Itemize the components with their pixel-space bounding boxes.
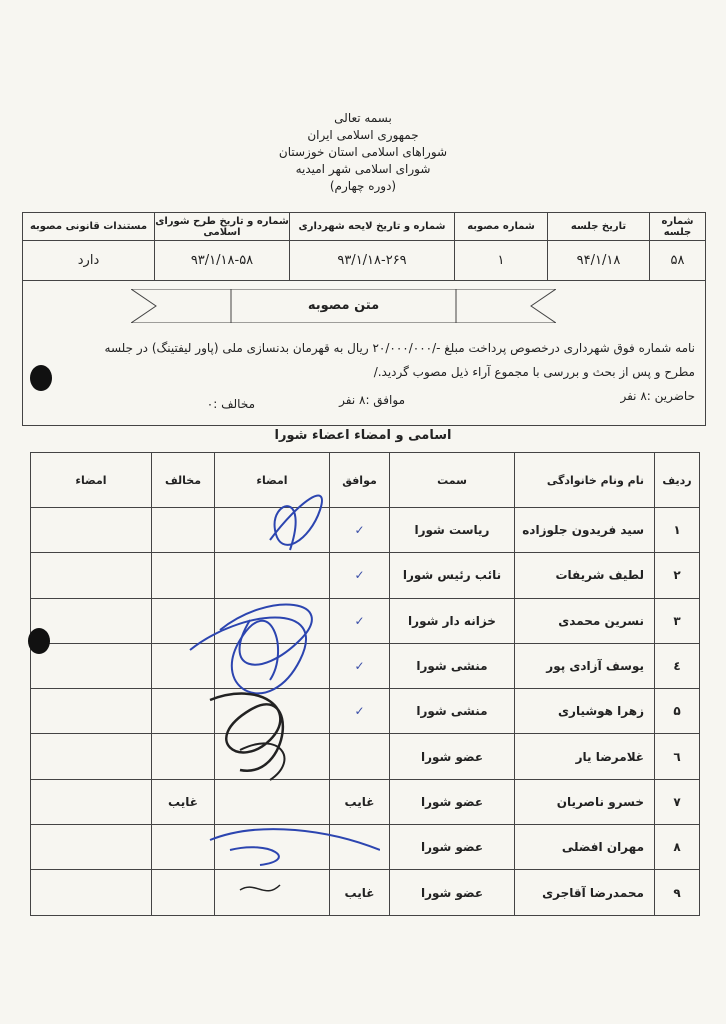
resolution-number: ۱ — [455, 241, 548, 281]
disagree-mark — [152, 870, 215, 915]
agree-signature — [215, 779, 330, 824]
member-role: نائب رئیس شورا — [390, 553, 515, 598]
row-number: ۸ — [655, 825, 700, 870]
header-cell: امضاء — [31, 453, 152, 508]
member-role: عضو شورا — [390, 870, 515, 915]
header-cell: شماره جلسه — [650, 213, 706, 241]
disagree-signature — [31, 870, 152, 915]
member-row — [31, 689, 700, 734]
disagree-mark: غایب — [152, 779, 215, 824]
header-line: شوراهای اسلامی استان خوزستان — [278, 145, 448, 159]
member-name: خسرو ناصریان — [515, 779, 655, 824]
resolution-banner — [131, 289, 556, 323]
header-cell: مخالف — [152, 453, 215, 508]
header-cell: امضاء — [215, 453, 330, 508]
member-role: منشی شورا — [390, 689, 515, 734]
agree-signature — [215, 734, 330, 779]
header-cell: ردیف — [655, 453, 700, 508]
agree-signature — [215, 553, 330, 598]
member-role: عضو شورا — [390, 779, 515, 824]
member-name: محمدرضا آقاجری — [515, 870, 655, 915]
session-number: ۵۸ — [650, 241, 706, 281]
member-row — [31, 598, 700, 643]
row-number: ۳ — [655, 598, 700, 643]
row-number: ٤ — [655, 643, 700, 688]
members-title: اسامی و امضاء اعضاء شورا — [274, 428, 452, 443]
header-cell: سمت — [390, 453, 515, 508]
punch-hole — [28, 628, 50, 654]
agree-count: موافق :۸ نفر — [339, 393, 405, 407]
agree-mark: غایب — [330, 870, 390, 915]
header-cell: نام ونام خانوادگی — [515, 453, 655, 508]
resolution-text: مطرح و پس از بحث و بررسی با مجموع آراء ذیل مصوب گردید./ — [373, 365, 695, 379]
disagree-signature — [31, 508, 152, 553]
disagree-mark — [152, 825, 215, 870]
member-name: سید فریدون جلوزاده — [515, 508, 655, 553]
row-number: ۵ — [655, 689, 700, 734]
member-name: لطیف شریفات — [515, 553, 655, 598]
members-table — [30, 452, 700, 916]
disagree-mark — [152, 598, 215, 643]
row-number: ۱ — [655, 508, 700, 553]
row-number: ۲ — [655, 553, 700, 598]
row-number: ۹ — [655, 870, 700, 915]
header-line: جمهوری اسلامی ایران — [307, 128, 419, 142]
member-name: غلامرضا یار — [515, 734, 655, 779]
member-row — [31, 553, 700, 598]
member-row — [31, 825, 700, 870]
row-number: ٦ — [655, 734, 700, 779]
agree-signature — [215, 825, 330, 870]
header-cell: مستندات قانونی مصوبه — [23, 213, 155, 241]
member-row — [31, 734, 700, 779]
agree-mark: غایب — [330, 779, 390, 824]
agree-signature — [215, 689, 330, 734]
row-number: ۷ — [655, 779, 700, 824]
member-role: عضو شورا — [390, 825, 515, 870]
bill-number: ۹۳/۱/۱۸-۲۶۹ — [290, 241, 455, 281]
agree-mark: ✓ — [330, 689, 390, 734]
disagree-signature — [31, 734, 152, 779]
disagree-signature — [31, 779, 152, 824]
agree-mark — [330, 825, 390, 870]
header-line: بسمه تعالی — [334, 111, 392, 125]
present-count: حاضرین :۸ نفر — [620, 389, 695, 403]
member-role: منشی شورا — [390, 643, 515, 688]
header-cell: شماره و تاریخ طرح شورای اسلامی — [155, 213, 290, 241]
header-cell: تاریخ جلسه — [548, 213, 650, 241]
header-cell: شماره و تاریخ لایحه شهرداری — [290, 213, 455, 241]
disagree-mark — [152, 553, 215, 598]
member-row — [31, 508, 700, 553]
plan-number: ۹۳/۱/۱۸-۵۸ — [155, 241, 290, 281]
header-line: شورای اسلامی شهر امیدیه — [295, 162, 431, 176]
disagree-signature — [31, 643, 152, 688]
agree-mark: ✓ — [330, 553, 390, 598]
agree-mark: ✓ — [330, 643, 390, 688]
agree-mark: ✓ — [330, 598, 390, 643]
punch-hole — [30, 365, 52, 391]
member-name: مهران افضلی — [515, 825, 655, 870]
resolution-title: متن مصوبه — [307, 298, 380, 313]
agree-mark — [330, 734, 390, 779]
member-role: خزانه دار شورا — [390, 598, 515, 643]
resolution-box — [22, 280, 706, 426]
member-name: نسرین محمدی — [515, 598, 655, 643]
header-line: (دوره چهارم) — [329, 179, 397, 193]
disagree-mark — [152, 689, 215, 734]
member-name: یوسف آزادی پور — [515, 643, 655, 688]
session-date: ۹۴/۱/۱۸ — [548, 241, 650, 281]
member-row — [31, 870, 700, 915]
member-row — [31, 779, 700, 824]
member-name: زهرا هوشیاری — [515, 689, 655, 734]
disagree-mark — [152, 734, 215, 779]
disagree-signature — [31, 553, 152, 598]
session-info-table — [22, 212, 706, 281]
legal-docs: دارد — [23, 241, 155, 281]
member-row — [31, 643, 700, 688]
header-cell: موافق — [330, 453, 390, 508]
disagree-mark — [152, 508, 215, 553]
agree-signature — [215, 870, 330, 915]
disagree-signature — [31, 825, 152, 870]
header-cell: شماره مصوبه — [455, 213, 548, 241]
letterhead — [0, 110, 726, 195]
disagree-mark — [152, 643, 215, 688]
agree-signature — [215, 598, 330, 643]
member-role: ریاست شورا — [390, 508, 515, 553]
disagree-signature — [31, 689, 152, 734]
agree-signature — [215, 508, 330, 553]
member-role: عضو شورا — [390, 734, 515, 779]
resolution-text: نامه شماره فوق شهرداری درخصوص پرداخت مبلغ -/۲۰/۰۰۰/۰۰۰ ریال به قهرمان بدنسازی ملی (پاور لیفتینگ) در جلسه — [104, 341, 695, 355]
agree-mark: ✓ — [330, 508, 390, 553]
agree-signature — [215, 643, 330, 688]
disagree-count: مخالف :۰ — [206, 397, 255, 411]
